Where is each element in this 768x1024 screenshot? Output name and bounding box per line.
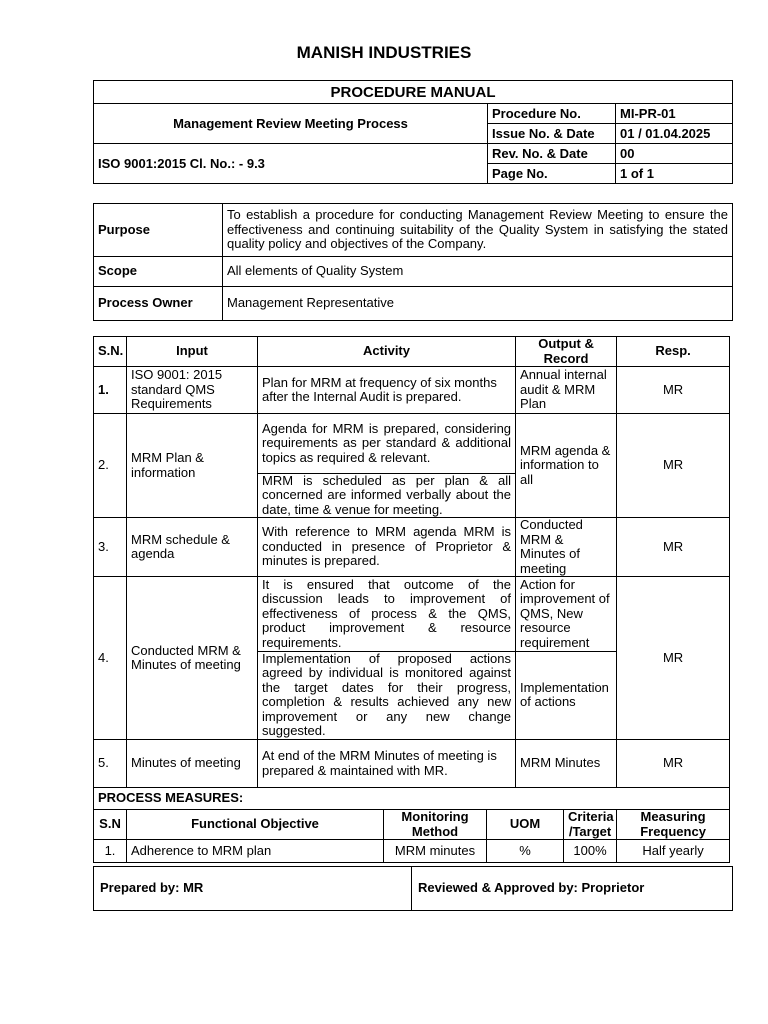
company-name: MANISH INDUSTRIES [296, 43, 472, 62]
approved-by: Reviewed & Approved by: Proprietor [412, 867, 733, 911]
measure-sn: 1. [94, 840, 127, 863]
measure-header-frequency: Measuring Frequency [617, 810, 730, 840]
process-row [94, 518, 730, 577]
measure-frequency: Half yearly [617, 840, 730, 863]
row-resp: MR [617, 367, 730, 414]
measure-objective: Adherence to MRM plan [127, 840, 384, 863]
issue-label: Issue No. & Date [488, 124, 616, 144]
purpose-label: Purpose [94, 204, 223, 257]
activity-item: It is ensured that outcome of the discussion leads to improvement of effectiveness of process & the QMS, product improvement & resource requirements. [262, 576, 512, 650]
measure-header-target: Criteria /Target [564, 810, 617, 840]
purpose-text: To establish a procedure for conducting Management Review Meeting to ensure the effectiveness and continuing suitability of the Quality System in satisfying the stated quality policy and objectives of the Company. [223, 204, 733, 257]
procedure-no-value: MI-PR-01 [616, 104, 733, 124]
process-row [94, 367, 730, 414]
measure-header-sn: S.N [94, 810, 127, 840]
process-row [94, 740, 730, 788]
row-sn: 5. [94, 740, 127, 788]
row-input: Minutes of meeting [127, 740, 258, 788]
activity-item: Agenda for MRM is prepared, considering requirements as per standard & additional topics as required & relevant. [262, 420, 512, 465]
header-resp: Resp. [617, 337, 730, 367]
signature-table [93, 866, 733, 911]
row-input: MRM schedule & agenda [127, 518, 258, 577]
output-item: Action for improvement of QMS, New resource requirement [520, 576, 610, 650]
process-measures-title: PROCESS MEASURES: [94, 788, 730, 810]
header-output: Output & Record [516, 337, 617, 367]
row-resp: MR [617, 577, 730, 740]
issue-value: 01 / 01.04.2025 [616, 124, 733, 144]
info-table [93, 203, 733, 321]
page-label: Page No. [488, 164, 616, 184]
document-header-table [93, 80, 733, 184]
row-output [516, 577, 617, 740]
row-resp: MR [617, 740, 730, 788]
prepared-by: Prepared by: MR [94, 867, 412, 911]
row-sn: 4. [94, 577, 127, 740]
row-sn: 1. [94, 367, 127, 414]
row-output: MRM agenda & information to all [516, 414, 617, 518]
header-sn: S.N. [94, 337, 127, 367]
row-output: MRM Minutes [516, 740, 617, 788]
row-sn: 3. [94, 518, 127, 577]
owner-label: Process Owner [94, 287, 223, 321]
row-input: Conducted MRM & Minutes of meeting [127, 577, 258, 740]
measure-header-objective: Functional Objective [127, 810, 384, 840]
measure-uom: % [487, 840, 564, 863]
header-activity: Activity [258, 337, 516, 367]
row-activity [258, 577, 516, 740]
row-input: ISO 9001: 2015 standard QMS Requirements [127, 367, 258, 414]
row-activity: With reference to MRM agenda MRM is conducted in presence of Proprietor & minutes is prepared. [258, 518, 516, 577]
row-resp: MR [617, 414, 730, 518]
process-row [94, 414, 730, 518]
row-input: MRM Plan & information [127, 414, 258, 518]
owner-text: Management Representative [223, 287, 733, 321]
measure-header-method: Monitoring Method [384, 810, 487, 840]
manual-title: PROCEDURE MANUAL [94, 81, 733, 104]
header-input: Input [127, 337, 258, 367]
process-table [93, 336, 730, 863]
iso-clause: ISO 9001:2015 Cl. No.: - 9.3 [94, 144, 488, 184]
row-activity: At end of the MRM Minutes of meeting is prepared & maintained with MR. [258, 740, 516, 788]
measure-method: MRM minutes [384, 840, 487, 863]
row-output: Conducted MRM & Minutes of meeting [516, 518, 617, 577]
scope-label: Scope [94, 257, 223, 287]
row-activity: Plan for MRM at frequency of six months after the Internal Audit is prepared. [258, 367, 516, 414]
measure-header-uom: UOM [487, 810, 564, 840]
measure-row [94, 840, 730, 863]
rev-value: 00 [616, 144, 733, 164]
process-name: Management Review Meeting Process [94, 104, 488, 144]
row-output: Annual internal audit & MRM Plan [516, 367, 617, 414]
row-resp: MR [617, 518, 730, 577]
activity-item: Implementation of proposed actions agreed by individual is monitored against the target dates for their progress, completion & results achieved any new improvement or any new change suggested. [258, 651, 515, 739]
scope-text: All elements of Quality System [223, 257, 733, 287]
page-value: 1 of 1 [616, 164, 733, 184]
process-row [94, 577, 730, 740]
row-activity [258, 414, 516, 518]
rev-label: Rev. No. & Date [488, 144, 616, 164]
procedure-no-label: Procedure No. [488, 104, 616, 124]
measure-target: 100% [564, 840, 617, 863]
activity-item: MRM is scheduled as per plan & all concerned are informed verbally about the date, time & venue for meeting. [258, 473, 515, 517]
output-item: Implementation of actions [516, 651, 616, 739]
row-sn: 2. [94, 414, 127, 518]
